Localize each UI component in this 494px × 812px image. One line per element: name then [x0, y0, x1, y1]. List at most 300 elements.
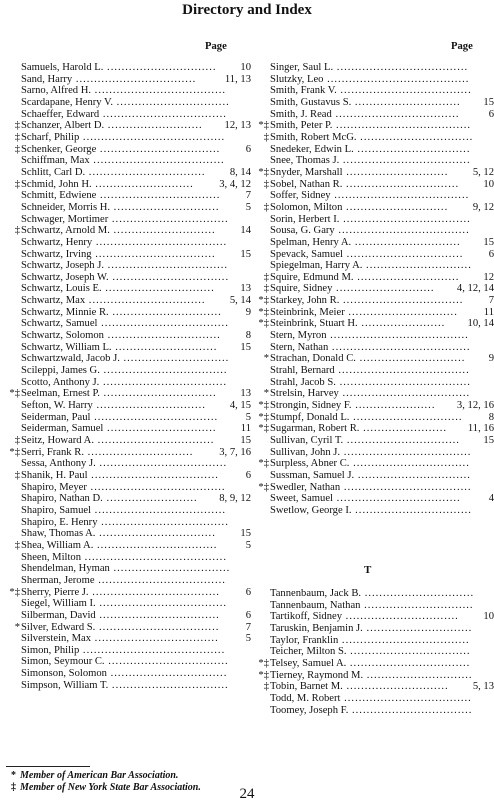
- index-entry: [21, 668, 251, 680]
- index-entry: [21, 656, 251, 668]
- index-entry: [9, 586, 251, 599]
- entry-name: Scotto, Anthony J.: [21, 376, 100, 388]
- leader-dots: ...................................: [94, 574, 226, 586]
- entry-pages: 10: [483, 611, 494, 623]
- entry-pages: 6: [488, 248, 494, 260]
- leader-dots: ............................: [109, 225, 216, 237]
- entry-pages: 11: [483, 306, 494, 318]
- index-entry: [21, 214, 251, 226]
- leader-dots: ..............................: [360, 599, 474, 611]
- membership-mark: ‡: [263, 271, 269, 283]
- index-entry: [21, 575, 251, 587]
- index-entry: [270, 330, 494, 342]
- entry-pages: 11: [240, 423, 251, 435]
- index-entry: [21, 645, 251, 657]
- index-entry: [21, 307, 251, 319]
- leader-dots: .......................................: [81, 551, 227, 563]
- entry-name: Tierney, Raymond M.: [270, 669, 364, 681]
- leader-dots: ......................................: [328, 341, 471, 353]
- entry-name: Starkey, John R.: [270, 295, 340, 307]
- leader-dots: ....................................: [89, 155, 225, 167]
- index-entry: [258, 657, 494, 670]
- entry-pages: 3, 7, 16: [219, 446, 251, 458]
- entry-name: Shapiro, Nathan D.: [21, 493, 103, 505]
- entry-pages: 15: [483, 96, 494, 108]
- entry-name: Swedler, Nathan: [270, 481, 341, 493]
- entry-name: Tannenbaum, Jack B.: [270, 588, 362, 599]
- leader-dots: ..............................: [349, 411, 463, 423]
- membership-mark: ‡: [263, 131, 269, 143]
- entry-name: Smith, J. Read: [270, 108, 332, 120]
- entry-name: Shapiro, Meyer: [21, 481, 87, 493]
- footnote-aba: [11, 770, 179, 781]
- index-entry: [258, 423, 494, 435]
- leader-dots: ................................: [93, 435, 215, 446]
- entry-name: Schwartz, Minnie R.: [21, 306, 109, 318]
- index-entry: [21, 528, 251, 540]
- footnote-text: Member of American Bar Association.: [20, 770, 179, 781]
- leader-dots: .......................................: [79, 644, 226, 656]
- entry-name: Schneider, Morris H.: [21, 201, 111, 213]
- membership-mark: *‡: [258, 400, 269, 412]
- entry-name: Solomon, Milton: [270, 201, 343, 213]
- index-entry: [270, 505, 494, 517]
- leader-dots: ..........................: [104, 120, 203, 132]
- entry-name: Schwartz, Henry: [21, 236, 93, 248]
- entry-name: Scardapane, Henry V.: [21, 96, 113, 108]
- entry-name: Simon, Seymour C.: [21, 656, 105, 668]
- index-entry: [270, 447, 494, 459]
- entry-name: Spevack, Samuel: [270, 248, 343, 260]
- index-entry: [270, 588, 494, 600]
- entry-name: Schwartz, William L.: [21, 341, 112, 353]
- entry-pages: 10: [483, 178, 494, 190]
- entry-name: Stern, Nathan: [270, 341, 329, 353]
- entry-name: Sherman, Jerome: [21, 574, 95, 586]
- entry-name: Taruskin, Benjamin J.: [270, 622, 363, 634]
- entry-name: Seitz, Howard A.: [21, 435, 94, 446]
- index-entry: [21, 342, 251, 354]
- leader-dots: ...............................: [103, 330, 221, 342]
- leader-dots: ...............................: [112, 96, 230, 108]
- leader-dots: ...................................: [95, 458, 228, 470]
- leader-dots: ....................................: [92, 236, 228, 248]
- entry-pages: 8: [245, 330, 251, 342]
- entry-name: Sweet, Samuel: [270, 493, 333, 505]
- index-entry: [21, 97, 251, 109]
- membership-mark: *‡: [258, 120, 269, 132]
- page-number: 24: [239, 786, 255, 802]
- membership-mark: ‡: [263, 201, 269, 213]
- leader-dots: .............................: [83, 446, 194, 458]
- entry-name: Simon, Philip: [21, 644, 80, 656]
- entry-name: Tobin, Barnet M.: [270, 681, 343, 693]
- entry-name: Spiegelman, Harry A.: [270, 260, 363, 272]
- index-entry: [21, 272, 251, 284]
- index-entry: [21, 493, 251, 505]
- entry-name: Todd, M. Robert: [270, 692, 341, 704]
- index-entry: [270, 635, 494, 647]
- entry-name: Schwager, Mortimer: [21, 213, 109, 225]
- leader-dots: ................................: [349, 458, 470, 470]
- leader-dots: ..................................: [331, 108, 460, 120]
- leader-dots: ...............................: [356, 131, 474, 143]
- membership-mark: ‡: [14, 178, 20, 190]
- membership-mark: *: [14, 621, 20, 633]
- entry-name: Strahl, Jacob S.: [270, 376, 336, 388]
- entry-name: Silberman, David: [21, 609, 96, 621]
- entry-name: Sherry, Pierre J.: [21, 586, 89, 598]
- leader-dots: .................................: [346, 646, 471, 658]
- leader-dots: ............................: [342, 681, 449, 693]
- entry-name: Strelsin, Harvey: [270, 388, 339, 400]
- entry-name: Sorin, Herbert I.: [270, 213, 340, 225]
- leader-dots: ..............................: [108, 306, 222, 318]
- index-entry: [21, 190, 251, 202]
- entry-name: Shendelman, Hyman: [21, 563, 110, 575]
- leader-dots: .......................: [357, 318, 446, 330]
- index-entry: [21, 295, 251, 307]
- entry-pages: 11, 13: [224, 73, 251, 85]
- entry-pages: 12: [483, 271, 494, 283]
- leader-dots: ....................................: [91, 85, 227, 97]
- index-entry: [258, 306, 494, 319]
- entry-pages: 15: [483, 236, 494, 248]
- membership-mark: ‡: [14, 120, 20, 132]
- entry-pages: 9: [245, 306, 251, 318]
- leader-dots: ................................: [85, 166, 206, 178]
- index-entry: [14, 143, 251, 156]
- leader-dots: ...................................: [340, 446, 472, 458]
- index-entry: [270, 377, 494, 389]
- leader-dots: ...................................: [339, 213, 471, 225]
- leader-dots: .................................: [339, 295, 464, 307]
- index-entry: [258, 400, 494, 412]
- leader-dots: ................................: [106, 668, 228, 680]
- entry-name: Steinbrink, Meier: [270, 306, 345, 318]
- entry-pages: 11, 16: [467, 423, 494, 435]
- entry-name: Silver, Edward S.: [21, 621, 96, 633]
- leader-dots: .............................: [362, 622, 473, 634]
- index-entry: [21, 260, 251, 272]
- entry-pages: 6: [245, 609, 251, 621]
- index-entry: [258, 669, 494, 682]
- entry-pages: 5, 14: [229, 295, 251, 307]
- footnote-divider: [6, 766, 90, 767]
- entry-name: Snee, Thomas J.: [270, 155, 340, 167]
- entry-name: Sessa, Anthony J.: [21, 458, 96, 470]
- index-entry: [9, 446, 251, 459]
- entry-name: Schaeffer, Edward: [21, 108, 100, 120]
- index-entry: [14, 225, 251, 237]
- index-entry: [14, 539, 251, 552]
- leader-dots: .................................: [95, 621, 220, 633]
- index-entry: [21, 155, 251, 167]
- membership-mark: *‡: [9, 388, 20, 400]
- index-entry: [270, 693, 494, 705]
- index-entry: [263, 283, 494, 295]
- leader-dots: ............................: [353, 271, 460, 283]
- index-entry: [270, 623, 494, 635]
- entry-name: Samuels, Harold L.: [21, 62, 104, 73]
- leader-dots: ..............................: [103, 62, 217, 73]
- entry-name: Snyder, Marshall: [270, 166, 343, 178]
- entry-pages: 9: [488, 353, 494, 365]
- entry-name: Teicher, Milton S.: [270, 646, 347, 658]
- index-entry: [258, 120, 494, 132]
- entry-pages: 6: [488, 108, 494, 120]
- right-index-column: [258, 62, 494, 517]
- leader-dots: .............................: [355, 353, 466, 365]
- left-index-column: [9, 62, 251, 691]
- membership-mark: ‡: [14, 469, 20, 481]
- leader-dots: .................................: [91, 248, 216, 260]
- index-entry: [263, 131, 494, 144]
- index-entry: [21, 365, 251, 377]
- leader-dots: .................................: [104, 656, 229, 668]
- membership-mark: *‡: [258, 166, 269, 178]
- leader-dots: ...............................: [99, 388, 217, 400]
- membership-mark: *‡: [9, 446, 20, 458]
- index-entry: [270, 97, 494, 109]
- membership-mark: ‡: [263, 283, 269, 295]
- leader-dots: .................................: [348, 704, 473, 716]
- leader-dots: ...................................: [340, 481, 472, 493]
- index-entry: [270, 600, 494, 612]
- entry-name: Shea, William A.: [21, 539, 94, 551]
- entry-name: Schenker, George: [21, 143, 97, 155]
- leader-dots: ................................: [108, 213, 229, 225]
- index-entry: [21, 458, 251, 470]
- leader-dots: ..............................: [103, 423, 217, 435]
- leader-dots: ...................................: [338, 388, 471, 400]
- leader-dots: .............................: [351, 236, 461, 248]
- entry-name: Simpson, William T.: [21, 679, 109, 691]
- index-entry: [270, 435, 494, 447]
- index-entry: [21, 85, 251, 97]
- entry-name: Smith, Robert McG.: [270, 131, 357, 143]
- leader-dots: .............................: [362, 260, 472, 272]
- index-entry: [21, 552, 251, 564]
- index-entry: [270, 85, 494, 97]
- entry-pages: 7: [488, 295, 494, 307]
- index-entry: [21, 412, 251, 424]
- index-entry: [270, 493, 494, 505]
- entry-name: Schiffman, Max: [21, 155, 90, 167]
- index-entry: [21, 109, 251, 121]
- leader-dots: ................................: [109, 563, 231, 575]
- leader-dots: ....................................: [335, 376, 471, 388]
- entry-name: Smith, Gustavus S.: [270, 96, 352, 108]
- entry-name: Shapiro, E. Henry: [21, 516, 98, 528]
- leader-dots: ................................: [108, 271, 230, 283]
- entry-name: Squire, Edmund M.: [270, 271, 354, 283]
- leader-dots: ..................................: [99, 108, 227, 120]
- index-entry: [258, 411, 494, 424]
- leader-dots: .....................................: [332, 120, 472, 132]
- entry-pages: 6: [245, 469, 251, 481]
- leader-dots: ................................: [342, 248, 464, 260]
- entry-name: Steinbrink, Stuart H.: [270, 318, 358, 330]
- membership-mark: *: [263, 353, 269, 365]
- leader-dots: ..............................: [361, 588, 475, 599]
- membership-mark: ‡: [14, 225, 20, 237]
- entry-name: Silverstein, Max: [21, 633, 92, 645]
- membership-mark: *‡: [258, 318, 269, 330]
- index-entry: [270, 144, 494, 156]
- membership-mark: *‡: [258, 657, 269, 669]
- entry-name: Strongin, Sidney F.: [270, 400, 352, 412]
- entry-name: Spelman, Henry A.: [270, 236, 352, 248]
- leader-dots: ....................................: [333, 62, 469, 73]
- index-entry: [21, 517, 251, 529]
- leader-dots: .......................: [359, 423, 448, 435]
- index-entry: [21, 482, 251, 494]
- footnote-symbol: *: [11, 770, 16, 781]
- leader-dots: .....................................: [86, 481, 226, 493]
- index-entry: [270, 62, 494, 74]
- membership-mark: *‡: [258, 669, 269, 681]
- leader-dots: ....................................: [336, 85, 472, 97]
- index-entry: [21, 505, 251, 517]
- index-entry: [21, 202, 251, 214]
- index-entry: [21, 377, 251, 389]
- right-page-column-label: Page: [451, 41, 473, 52]
- index-entry: [270, 74, 494, 86]
- leader-dots: ............................: [342, 201, 449, 213]
- entry-pages: 6: [245, 143, 251, 155]
- index-entry: [270, 705, 494, 717]
- entry-pages: 15: [240, 248, 251, 260]
- entry-name: Sarno, Alfred H.: [21, 85, 92, 97]
- leader-dots: ....................................: [334, 365, 470, 377]
- leader-dots: ...............................: [354, 469, 471, 481]
- index-entry: [258, 295, 494, 307]
- leader-dots: ................................: [85, 295, 206, 307]
- index-entry: [258, 481, 494, 494]
- entry-name: Toomey, Joseph F.: [270, 704, 349, 716]
- entry-pages: 4, 12, 14: [456, 283, 494, 295]
- leader-dots: ..................................: [91, 633, 219, 645]
- entry-name: Smith, Frank V.: [270, 85, 337, 97]
- leader-dots: ............................: [111, 341, 218, 353]
- entry-name: Scharf, Philip: [21, 131, 80, 143]
- index-entry: [21, 423, 251, 435]
- entry-name: Sefton, W. Harry: [21, 400, 93, 412]
- entry-name: Schwartzwald, Jacob J.: [21, 353, 120, 365]
- index-entry: [21, 283, 251, 295]
- index-entry: [270, 225, 494, 237]
- leader-dots: .............................: [351, 96, 461, 108]
- left-page-column-label: Page: [205, 41, 227, 52]
- leader-dots: ................................: [108, 679, 229, 691]
- index-entry: [263, 353, 494, 365]
- entry-pages: 3, 4, 12: [219, 178, 251, 190]
- membership-mark: ‡: [14, 131, 20, 143]
- index-entry: [263, 178, 494, 191]
- index-entry: [270, 470, 494, 482]
- entry-pages: 15: [483, 435, 494, 446]
- leader-dots: ..............................: [344, 306, 458, 318]
- leader-dots: .................................: [95, 609, 220, 621]
- membership-mark: *‡: [9, 586, 20, 598]
- entry-pages: 10: [240, 62, 251, 73]
- entry-name: Sullivan, John J.: [270, 446, 341, 458]
- leader-dots: ...........................: [332, 283, 435, 295]
- entry-pages: 15: [240, 435, 251, 446]
- membership-mark: *‡: [258, 481, 269, 493]
- entry-pages: 3, 12, 16: [456, 400, 494, 412]
- entry-name: Soffer, Sidney: [270, 190, 331, 202]
- entry-name: Smith, Peter P.: [270, 120, 333, 132]
- entry-pages: 5, 13: [472, 681, 494, 693]
- entry-pages: 14: [240, 225, 251, 237]
- entry-name: Seiderman, Samuel: [21, 423, 104, 435]
- membership-mark: *‡: [258, 423, 269, 435]
- entry-name: Siegel, William I.: [21, 598, 96, 610]
- leader-dots: .....................................: [330, 190, 470, 202]
- entry-pages: 10, 14: [467, 318, 494, 330]
- leader-dots: ...................................: [339, 155, 471, 167]
- index-entry: [270, 155, 494, 167]
- entry-name: Schmitt, Edwiene: [21, 190, 97, 202]
- index-entry: [21, 610, 251, 622]
- entry-name: Schwartz, Irving: [21, 248, 92, 260]
- index-entry: [21, 353, 251, 365]
- entry-pages: 8, 9, 12: [219, 493, 251, 505]
- leader-dots: ...................................: [338, 634, 470, 646]
- leader-dots: ..................................: [332, 493, 461, 505]
- leader-dots: .............................: [119, 353, 230, 365]
- leader-dots: ...............................: [353, 143, 471, 155]
- leader-dots: ...................................: [95, 598, 228, 610]
- entry-pages: 9, 12: [472, 201, 494, 213]
- entry-pages: 13: [240, 283, 251, 295]
- membership-mark: ‡: [263, 681, 269, 693]
- entry-name: Sheen, Milton: [21, 551, 82, 563]
- index-entry: [21, 62, 251, 74]
- page-title: Directory and Index: [182, 2, 312, 18]
- leader-dots: ......................: [351, 400, 436, 412]
- entry-name: Sullivan, Cyril T.: [270, 435, 344, 446]
- leader-dots: .......................................: [323, 73, 470, 85]
- index-entry: [21, 318, 251, 330]
- entry-pages: 15: [240, 528, 251, 540]
- index-entry: [270, 365, 494, 377]
- entry-pages: 8: [488, 411, 494, 423]
- membership-mark: *‡: [258, 306, 269, 318]
- index-entry: [14, 131, 251, 144]
- entry-name: Taylor, Franklin: [270, 634, 339, 646]
- membership-mark: *‡: [258, 295, 269, 307]
- entry-name: Tannenbaum, Nathan: [270, 599, 361, 611]
- index-entry: [270, 342, 494, 354]
- entry-name: Shapiro, Samuel: [21, 504, 92, 516]
- entry-name: Schwartz, Samuel: [21, 318, 98, 330]
- index-entry: [263, 388, 494, 400]
- leader-dots: .................................: [72, 73, 197, 85]
- entry-name: Surpless, Abner C.: [270, 458, 350, 470]
- leader-dots: .............................: [110, 201, 220, 213]
- entry-name: Strahl, Bernard: [270, 365, 335, 377]
- leader-dots: ...............................: [343, 435, 460, 446]
- leader-dots: ....................................: [91, 504, 227, 516]
- leader-dots: ..............................: [92, 400, 206, 412]
- index-entry: [270, 190, 494, 202]
- index-entry: [14, 120, 251, 132]
- membership-mark: *‡: [258, 458, 269, 470]
- membership-mark: ‡: [263, 178, 269, 190]
